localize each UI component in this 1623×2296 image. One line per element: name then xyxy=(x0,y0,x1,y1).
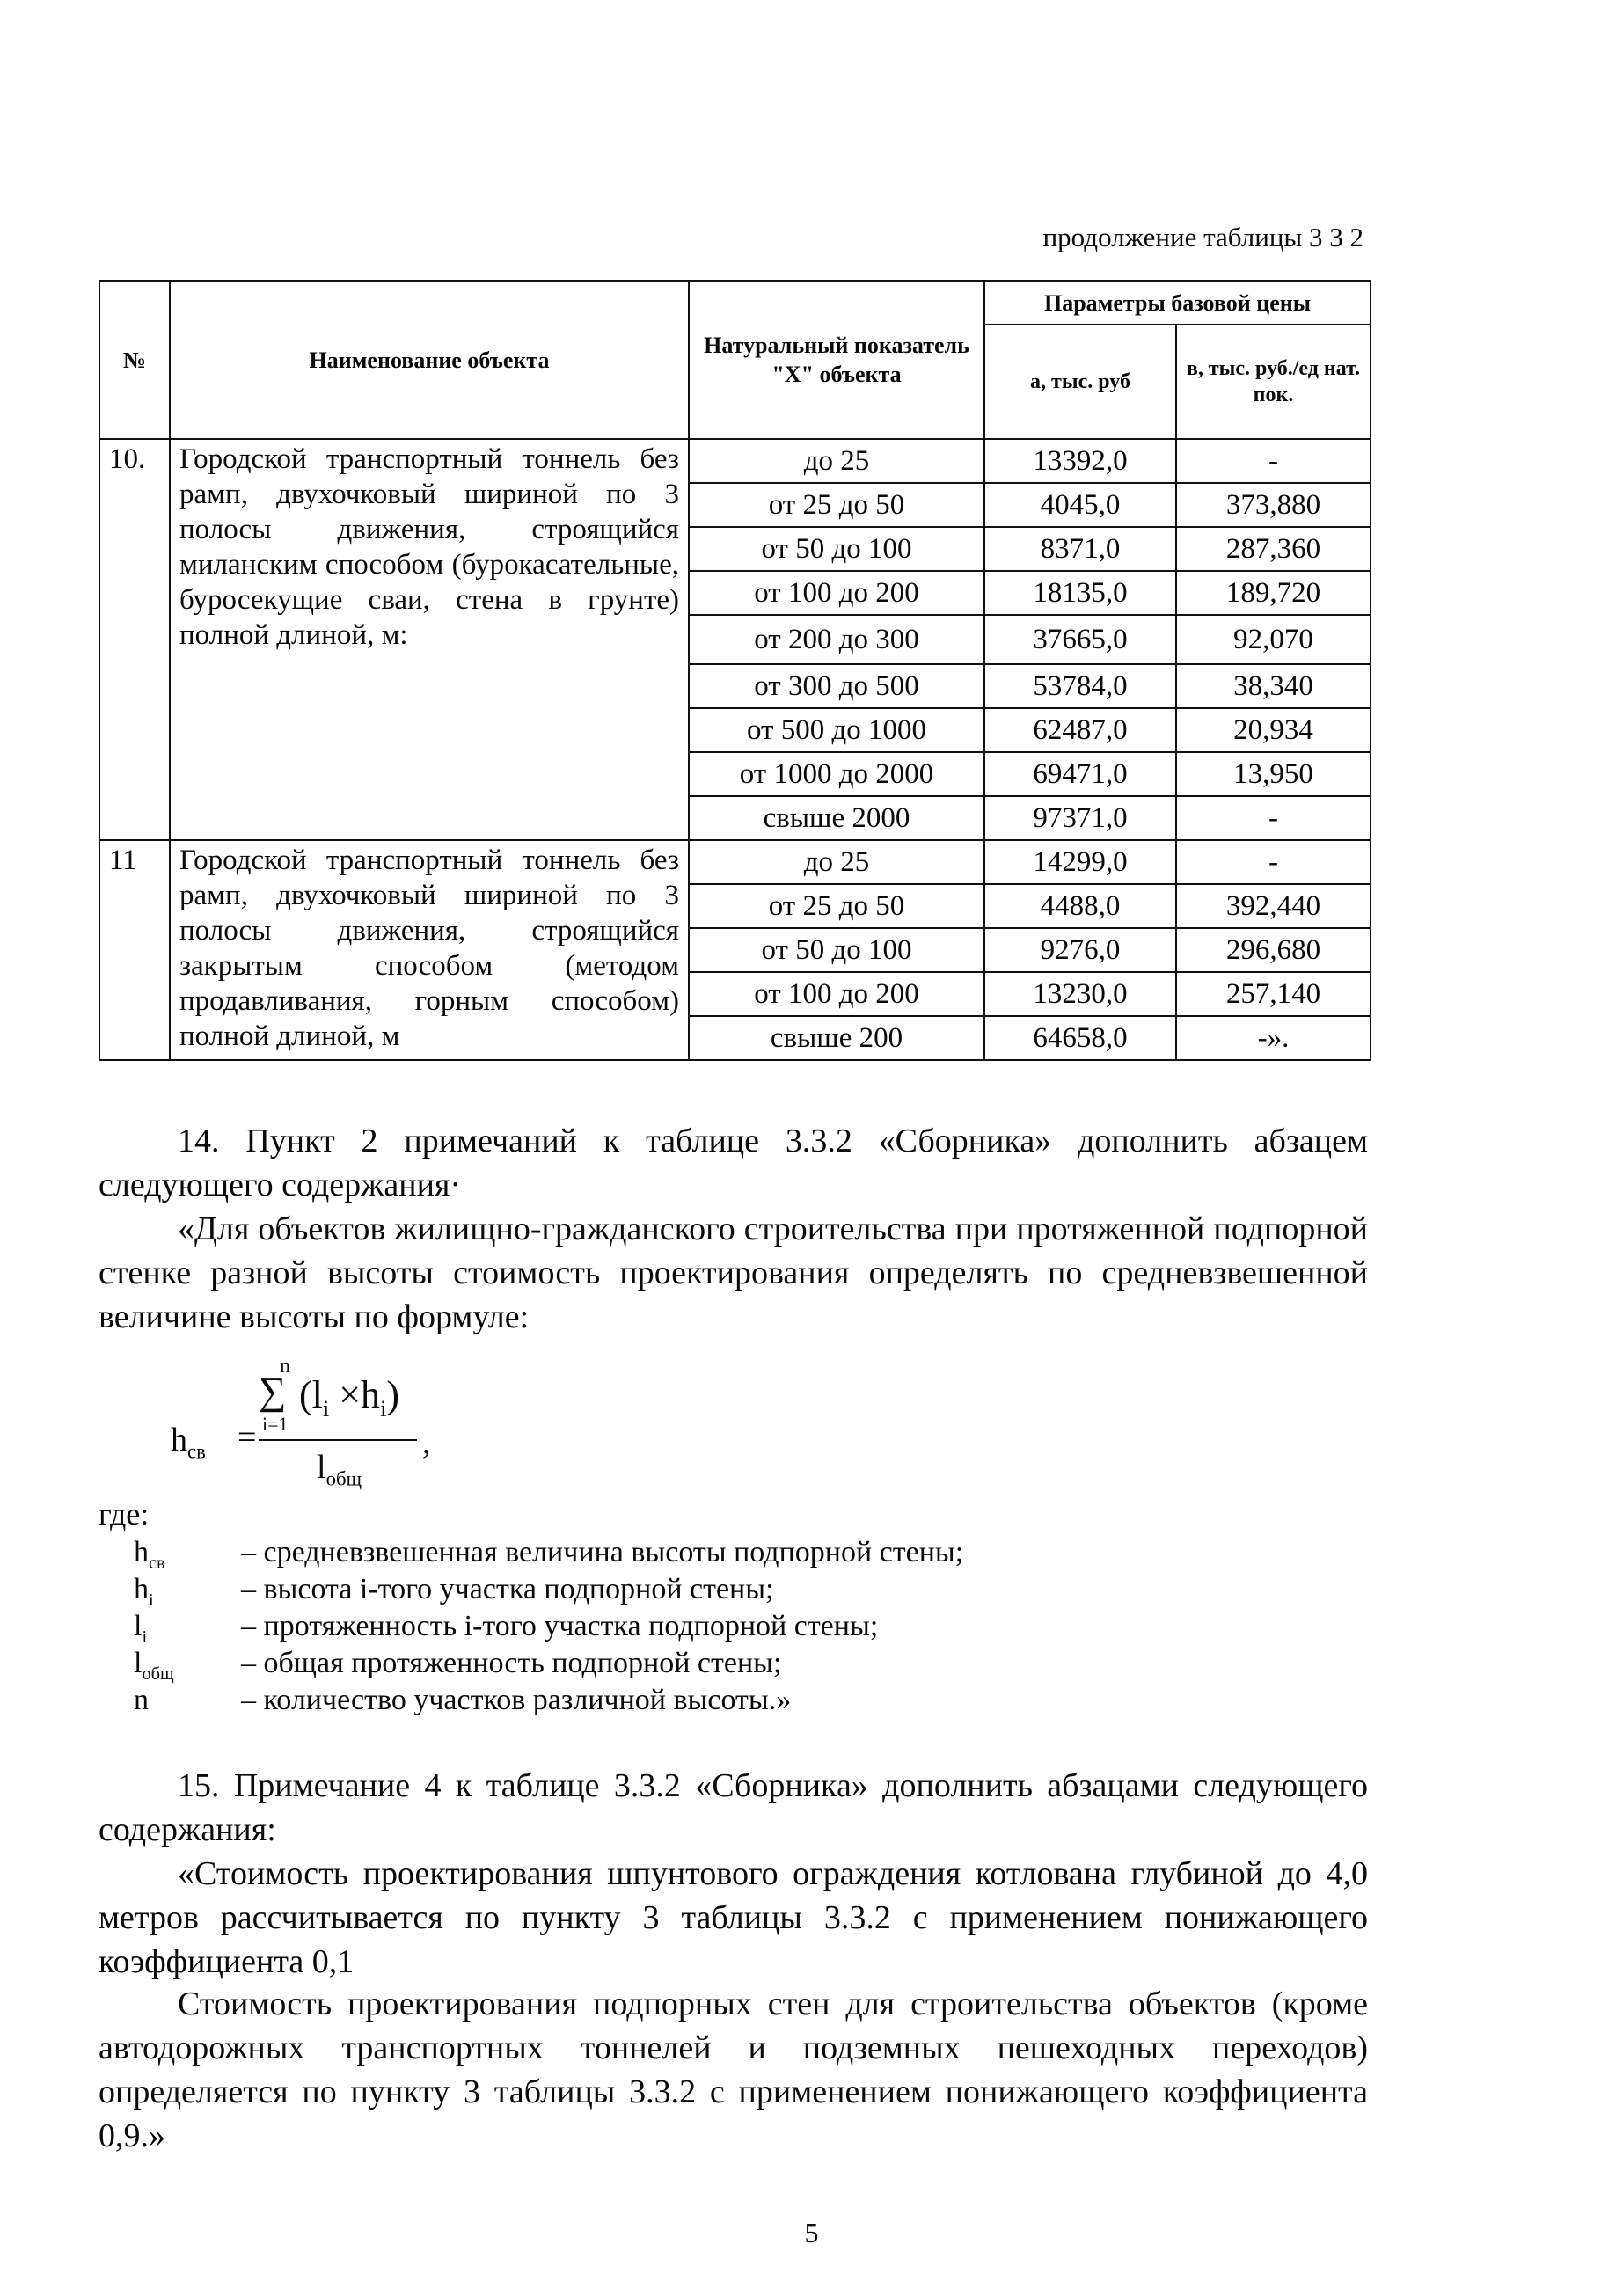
b-cell: 296,680 xyxy=(1176,928,1371,972)
definition-symbol: $l_{общ}$ xyxy=(134,1647,174,1684)
definition-text: – общая протяженность подпорной стены; xyxy=(241,1647,782,1679)
row-number: 11 xyxy=(99,840,170,1060)
where-label: где: xyxy=(99,1496,150,1532)
indicator-cell: от 500 до 1000 xyxy=(689,708,984,752)
b-cell: 392,440 xyxy=(1176,884,1371,928)
col-header-indicator: Натуральный показатель "X" объекта xyxy=(689,281,984,439)
indicator-cell: от 100 до 200 xyxy=(689,972,984,1016)
a-cell: 53784,0 xyxy=(984,664,1176,708)
a-cell: 97371,0 xyxy=(984,796,1176,840)
a-cell: 4045,0 xyxy=(984,483,1176,527)
fraction-line xyxy=(259,1439,417,1441)
paragraph-15-text: 15. Примечание 4 к таблице 3.3.2 «Сборника» дополнить абзацами следующего содержания: xyxy=(99,1767,1368,1848)
paragraph-14 xyxy=(99,1119,1368,1207)
definition-text: – средневзвешенная величина высоты подпорной стены; xyxy=(241,1536,964,1568)
indicator-cell: от 25 до 50 xyxy=(689,884,984,928)
indicator-cell: свыше 2000 xyxy=(689,796,984,840)
paragraph-15-quote-1 xyxy=(99,1852,1368,1984)
formula-comma: , xyxy=(422,1424,431,1461)
formula-h: $h_{св}$ xyxy=(171,1422,206,1463)
paragraph-15-quote-1-text: «Стоимость проектирования шпунтового ограждения котлована глубиной до 4,0 метров рассчитывается по пункту 3 таблицы 3.3.2 с применением понижающего коэффициента 0,1 xyxy=(99,1855,1368,1980)
indicator-cell: до 25 xyxy=(689,439,984,483)
a-cell: 13392,0 xyxy=(984,439,1176,483)
b-cell: -». xyxy=(1176,1016,1371,1060)
indicator-cell: свыше 200 xyxy=(689,1016,984,1060)
a-cell: 62487,0 xyxy=(984,708,1176,752)
b-cell: - xyxy=(1176,439,1371,483)
a-cell: 4488,0 xyxy=(984,884,1176,928)
price-table xyxy=(99,280,1371,1061)
a-cell: 9276,0 xyxy=(984,928,1176,972)
b-cell: 20,934 xyxy=(1176,708,1371,752)
definition-symbol: $l_i$ xyxy=(134,1610,148,1647)
paragraph-14-quote xyxy=(99,1207,1368,1339)
b-cell: - xyxy=(1176,796,1371,840)
a-cell: 64658,0 xyxy=(984,1016,1176,1060)
definition-symbol: n xyxy=(134,1684,149,1716)
a-cell: 37665,0 xyxy=(984,615,1176,664)
indicator-cell: от 50 до 100 xyxy=(689,928,984,972)
paragraph-15 xyxy=(99,1764,1368,1852)
formula xyxy=(167,1355,466,1504)
a-cell: 8371,0 xyxy=(984,527,1176,571)
col-header-a: а, тыс. руб xyxy=(984,325,1176,439)
a-cell: 13230,0 xyxy=(984,972,1176,1016)
indicator-cell: от 100 до 200 xyxy=(689,571,984,615)
definition-symbol: $h_{св}$ xyxy=(134,1536,165,1573)
table-continuation-label: продолжение таблицы 3 3 2 xyxy=(1042,222,1363,252)
a-cell: 69471,0 xyxy=(984,752,1176,796)
b-cell: 287,360 xyxy=(1176,527,1371,571)
b-cell: 92,070 xyxy=(1176,615,1371,664)
a-cell: 18135,0 xyxy=(984,571,1176,615)
definition-text: – протяженность i-того участка подпорной стены; xyxy=(241,1610,879,1642)
paragraph-15-quote-2 xyxy=(99,1982,1368,2158)
row-number: 10. xyxy=(99,439,170,840)
col-header-name: Наименование объекта xyxy=(170,281,689,439)
formula-sum-top: n xyxy=(280,1355,290,1378)
definition-symbol: $h_i$ xyxy=(134,1573,154,1610)
b-cell: - xyxy=(1176,840,1371,884)
b-cell: 257,140 xyxy=(1176,972,1371,1016)
formula-numerator: $(l_i \times h_i)$ xyxy=(299,1373,400,1422)
paragraph-15-quote-2-text: Стоимость проектирования подпорных стен для строительства объектов (кроме автодорожных транспортных тоннелей и подземных пешеходных переходов) определяется по пункту 3 таблицы 3.3.2 с применением понижающего коэффициента 0,9.» xyxy=(99,1985,1368,2154)
indicator-cell: от 25 до 50 xyxy=(689,483,984,527)
object-name: Городской транспортный тоннель без рамп, двухочковый шириной по 3 полосы движения, строящийся закрытым способом (методом продавливания, горным способом) полной длиной, м xyxy=(170,840,689,1060)
formula-eq: = xyxy=(238,1419,257,1456)
formula-sum-icon: ∑ xyxy=(259,1370,287,1413)
paragraph-14-quote-text: «Для объектов жилищно-гражданского строительства при протяженной подпорной стенке разной высоты стоимость проектирования определять по средневзвешенной величине высоты по формуле: xyxy=(99,1210,1368,1335)
definition-text: – высота i-того участка подпорной стены; xyxy=(241,1573,774,1605)
col-header-b: в, тыс. руб./ед нат. пок. xyxy=(1176,325,1371,439)
formula-denominator: $l_{общ}$ xyxy=(317,1449,362,1490)
indicator-cell: от 50 до 100 xyxy=(689,527,984,571)
indicator-cell: от 200 до 300 xyxy=(689,615,984,664)
b-cell: 38,340 xyxy=(1176,664,1371,708)
indicator-cell: от 300 до 500 xyxy=(689,664,984,708)
page-number: 5 xyxy=(804,2217,819,2248)
b-cell: 13,950 xyxy=(1176,752,1371,796)
definition-text: – количество участков различной высоты.» xyxy=(241,1684,792,1716)
indicator-cell: до 25 xyxy=(689,840,984,884)
b-cell: 189,720 xyxy=(1176,571,1371,615)
indicator-cell: от 1000 до 2000 xyxy=(689,752,984,796)
formula-sum-bottom: i=1 xyxy=(262,1413,289,1435)
col-header-params: Параметры базовой цены xyxy=(984,281,1371,325)
a-cell: 14299,0 xyxy=(984,840,1176,884)
col-header-no: № xyxy=(99,281,170,439)
paragraph-14-text: 14. Пункт 2 примечаний к таблице 3.3.2 «Сборника» дополнить абзацем следующего содержания· xyxy=(99,1122,1368,1203)
b-cell: 373,880 xyxy=(1176,483,1371,527)
object-name: Городской транспортный тоннель без рамп, двухочковый шириной по 3 полосы движения, строящийся миланским способом (бурокасательные, буросекущие сваи, стена в грунте) полной длиной, м: xyxy=(170,439,689,840)
